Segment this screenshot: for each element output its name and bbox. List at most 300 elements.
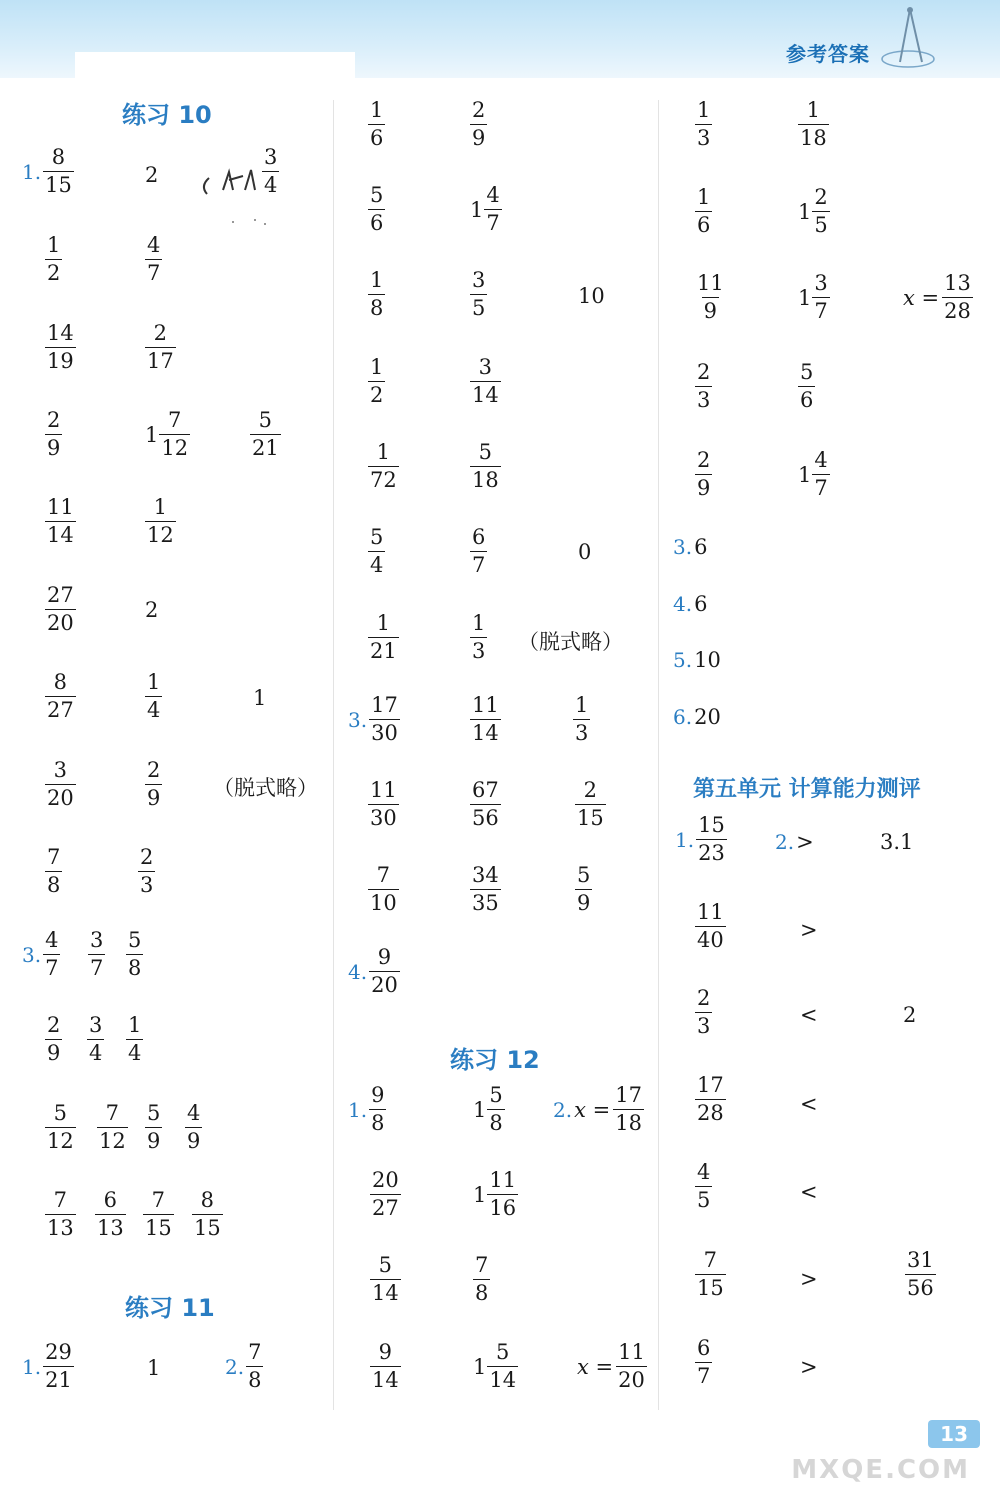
- answer-item: [185, 1103, 202, 1152]
- numerator: 2: [47, 1013, 61, 1037]
- answer-item: [695, 1075, 726, 1124]
- numerator: 17: [371, 693, 398, 717]
- denominator: 9: [47, 436, 61, 460]
- denominator: 4: [89, 1041, 103, 1065]
- fraction: [695, 988, 712, 1037]
- numerator: 7: [53, 1188, 68, 1212]
- answer-item: [903, 1003, 916, 1027]
- answer-item: [225, 1342, 263, 1391]
- denominator: 35: [472, 891, 499, 915]
- denominator: 9: [187, 1129, 201, 1153]
- fraction: [138, 847, 155, 896]
- denominator: 27: [372, 1196, 399, 1220]
- denominator: 9: [703, 299, 718, 323]
- fraction: [616, 1342, 647, 1391]
- numerator: 4: [45, 928, 59, 952]
- answer-text: >: [800, 918, 818, 942]
- denominator: 6: [370, 211, 384, 235]
- question-number: 1.: [22, 159, 42, 184]
- answer-item: [675, 815, 727, 864]
- denominator: 40: [697, 928, 724, 952]
- answer-item: [695, 1162, 712, 1211]
- fraction: [470, 695, 501, 744]
- fraction: [45, 760, 76, 809]
- denominator: 8: [248, 1368, 262, 1392]
- denominator: 28: [697, 1101, 724, 1125]
- fraction: [812, 273, 829, 322]
- denominator: 9: [577, 891, 591, 915]
- answer-text: 3.1: [880, 830, 914, 854]
- numerator: 11: [618, 1340, 645, 1364]
- answer-item: [800, 918, 818, 942]
- numerator: 7: [475, 1253, 489, 1277]
- fraction: [369, 1085, 386, 1134]
- fraction: [45, 1190, 76, 1239]
- column-divider-2: [658, 100, 659, 1410]
- answer-item: [22, 147, 74, 196]
- fraction: [696, 815, 727, 864]
- fraction: [487, 1342, 518, 1391]
- answer-item: [45, 1015, 62, 1064]
- numerator: 3: [264, 145, 278, 169]
- answer-item: [470, 442, 501, 491]
- numerator: 4: [697, 1160, 711, 1184]
- answer-item: [45, 410, 62, 459]
- numerator: 5: [370, 525, 384, 549]
- answer-item: [903, 273, 973, 322]
- numerator: 6: [103, 1188, 118, 1212]
- fraction: [145, 497, 176, 546]
- numerator: 4: [187, 1101, 201, 1125]
- numerator: 1: [370, 98, 384, 122]
- numerator: 2: [583, 778, 598, 802]
- answer-item: [473, 1255, 490, 1304]
- answer-item: [368, 100, 385, 149]
- answer-item: [575, 865, 592, 914]
- denominator: 13: [97, 1216, 124, 1240]
- fraction: [45, 410, 62, 459]
- fraction: [45, 847, 62, 896]
- denominator: 6: [697, 213, 711, 237]
- denominator: 4: [128, 1041, 142, 1065]
- watermark: MXQE.COM: [791, 1455, 970, 1485]
- answer-item: [470, 865, 501, 914]
- denominator: 15: [45, 173, 72, 197]
- numerator: 15: [698, 813, 725, 837]
- denominator: 14: [372, 1368, 399, 1392]
- denominator: 20: [371, 973, 398, 997]
- answer-item: [145, 163, 158, 187]
- numerator: 27: [47, 583, 74, 607]
- fraction: [262, 147, 279, 196]
- fraction: [368, 357, 385, 406]
- denominator: 14: [472, 383, 499, 407]
- answer-item: [470, 780, 501, 829]
- answer-item: [87, 1015, 104, 1064]
- fraction: [45, 323, 76, 372]
- denominator: 5: [814, 213, 828, 237]
- fraction: [145, 760, 162, 809]
- fraction: [812, 187, 829, 236]
- compass-icon: [880, 4, 950, 74]
- denominator: 5: [697, 1188, 711, 1212]
- denominator: 3: [697, 126, 711, 150]
- fraction: [575, 780, 606, 829]
- answer-item: [880, 830, 913, 854]
- answer-item: [695, 988, 712, 1037]
- denominator: 30: [370, 806, 397, 830]
- answer-item: [800, 1003, 818, 1027]
- numerator: 14: [47, 321, 74, 345]
- column-divider-1: [333, 100, 334, 1410]
- denominator: 14: [372, 1281, 399, 1305]
- fraction: [45, 235, 62, 284]
- answer-item: [673, 535, 707, 559]
- answer-item: [798, 100, 829, 149]
- numerator: 2: [147, 758, 161, 782]
- denominator: 21: [252, 436, 279, 460]
- answer-text: >: [800, 1355, 818, 1379]
- answer-item: [97, 1103, 128, 1152]
- numerator: 2: [153, 321, 168, 345]
- answer-item: [575, 780, 606, 829]
- denominator: 12: [161, 436, 189, 460]
- answer-item: [88, 930, 105, 979]
- fraction: [43, 1342, 74, 1391]
- denominator: 9: [47, 1041, 61, 1065]
- fraction: [613, 1085, 644, 1134]
- denominator: 28: [944, 299, 971, 323]
- answer-item: [147, 1356, 160, 1380]
- denominator: 9: [147, 786, 161, 810]
- denominator: 3: [697, 388, 711, 412]
- numerator: 13: [944, 271, 971, 295]
- answer-item: [368, 185, 385, 234]
- denominator: 12: [47, 1129, 74, 1153]
- denominator: 7: [814, 476, 828, 500]
- denominator: 21: [370, 639, 397, 663]
- answer-item: [798, 450, 830, 499]
- answer-item: [145, 672, 162, 721]
- denominator: 4: [370, 553, 384, 577]
- answer-item: [370, 1255, 401, 1304]
- answer-item: [368, 357, 385, 406]
- page-title: 参考答案: [786, 42, 870, 66]
- numerator: 9: [377, 945, 392, 969]
- answer-item: [473, 1085, 505, 1134]
- numerator: 1: [376, 440, 391, 464]
- answer-item: [368, 780, 399, 829]
- question-number: 4.: [348, 959, 368, 984]
- denominator: 7: [90, 956, 104, 980]
- answer-text: 6: [694, 592, 708, 616]
- denominator: 6: [800, 388, 814, 412]
- answer-text: （脱式略）: [213, 776, 318, 800]
- numerator: 1: [47, 233, 61, 257]
- answer-item: [145, 760, 162, 809]
- numerator: 2: [697, 360, 711, 384]
- fraction: [126, 1015, 143, 1064]
- numerator: 11: [472, 693, 499, 717]
- numerator: 2: [140, 845, 154, 869]
- numerator: 1: [697, 185, 711, 209]
- numerator: 5: [370, 183, 384, 207]
- question-number: 3.: [673, 535, 693, 559]
- answer-item: [192, 1190, 223, 1239]
- numerator: 34: [472, 863, 499, 887]
- answer-item: [138, 847, 155, 896]
- fraction: [470, 100, 487, 149]
- denominator: 23: [698, 841, 725, 865]
- section-title-ex11: 练习 11: [125, 1294, 215, 1322]
- numerator: 3: [89, 1013, 103, 1037]
- question-number: 6.: [673, 705, 693, 729]
- answer-item: [45, 847, 62, 896]
- answer-text: （脱式略）: [518, 630, 623, 654]
- fraction: [695, 362, 712, 411]
- section-title-ex12: 练习 12: [450, 1046, 540, 1074]
- numerator: 7: [47, 845, 61, 869]
- numerator: 1: [575, 693, 589, 717]
- fraction: [45, 497, 76, 546]
- denominator: 13: [47, 1216, 74, 1240]
- answer-item: [800, 1267, 818, 1291]
- answer-item: [370, 1170, 401, 1219]
- answer-text: 10: [694, 648, 721, 672]
- answer-text: 0: [578, 540, 592, 564]
- fraction: [470, 442, 501, 491]
- denominator: 15: [577, 806, 604, 830]
- fraction: [470, 527, 487, 576]
- answer-item: [673, 705, 721, 729]
- fraction: [695, 902, 726, 951]
- denominator: 15: [194, 1216, 221, 1240]
- fraction: [942, 273, 973, 322]
- numerator: 3: [472, 268, 486, 292]
- fraction: [370, 1170, 401, 1219]
- numerator: 31: [907, 1248, 934, 1272]
- answer-text: <: [800, 1092, 818, 1116]
- question-number: 1.: [675, 827, 695, 852]
- mixed-whole: 1: [473, 1354, 487, 1379]
- answer-item: [800, 1355, 818, 1379]
- answer-item: [213, 772, 318, 802]
- numerator: 9: [378, 1340, 393, 1364]
- numerator: 5: [258, 408, 273, 432]
- answer-item: [45, 760, 76, 809]
- denominator: 7: [486, 211, 500, 235]
- answer-item: [95, 1190, 126, 1239]
- numerator: 2: [814, 185, 828, 209]
- answer-item: [45, 585, 76, 634]
- answer-item: [368, 613, 399, 662]
- answer-item: [45, 672, 76, 721]
- answer-text: 2: [903, 1003, 917, 1027]
- numerator: 7: [151, 1188, 166, 1212]
- answer-item: [673, 648, 721, 672]
- answer-item: [45, 1103, 76, 1152]
- denominator: 9: [472, 126, 486, 150]
- answer-item: [145, 1103, 162, 1152]
- numerator: 5: [147, 1101, 161, 1125]
- question-number: 3.: [22, 942, 42, 967]
- denominator: 56: [907, 1276, 934, 1300]
- numerator: 67: [472, 778, 499, 802]
- answer-item: [673, 592, 707, 616]
- question-number: 3.: [348, 707, 368, 732]
- fraction: [695, 1338, 712, 1387]
- fraction: [368, 270, 385, 319]
- denominator: 7: [697, 1364, 711, 1388]
- answer-item: [368, 270, 385, 319]
- fraction: [145, 1103, 162, 1152]
- denominator: 12: [147, 523, 174, 547]
- question-number: 1.: [22, 1354, 42, 1379]
- fraction: [695, 1250, 726, 1299]
- numerator: 11: [697, 900, 724, 924]
- fraction: [695, 273, 726, 322]
- fraction: [368, 100, 385, 149]
- equation-lhs: x =: [577, 1354, 614, 1379]
- fraction: [575, 865, 592, 914]
- fraction: [95, 1190, 126, 1239]
- answer-item: [145, 235, 162, 284]
- fraction: [185, 1103, 202, 1152]
- answer-text: <: [800, 1003, 818, 1027]
- answer-item: [578, 540, 591, 564]
- fraction: [87, 1015, 104, 1064]
- fraction: [798, 362, 815, 411]
- denominator: 7: [147, 261, 161, 285]
- denominator: 21: [45, 1368, 72, 1392]
- answer-item: [798, 273, 830, 322]
- numerator: 8: [53, 670, 68, 694]
- numerator: 2: [697, 986, 711, 1010]
- denominator: 3: [575, 721, 589, 745]
- numerator: 2: [47, 408, 61, 432]
- answer-item: [775, 830, 814, 854]
- answer-item: [145, 598, 158, 622]
- answer-item: [800, 1180, 818, 1204]
- fraction: [126, 930, 143, 979]
- denominator: 72: [370, 468, 397, 492]
- question-number: 4.: [673, 592, 693, 616]
- denominator: 3: [697, 1014, 711, 1038]
- answer-item: [250, 410, 281, 459]
- denominator: 8: [371, 1111, 385, 1135]
- answer-item: [126, 930, 143, 979]
- numerator: 1: [370, 355, 384, 379]
- answer-item: [470, 357, 501, 406]
- denominator: 20: [47, 786, 74, 810]
- denominator: 4: [264, 173, 278, 197]
- mixed-whole: 1: [473, 1182, 487, 1207]
- numerator: 2: [697, 448, 711, 472]
- fraction: [368, 613, 399, 662]
- fraction: [798, 100, 829, 149]
- numerator: 5: [128, 928, 142, 952]
- answer-item: [553, 1085, 644, 1134]
- answer-item: [22, 1342, 74, 1391]
- numerator: 7: [376, 863, 391, 887]
- mixed-whole: 1: [798, 199, 812, 224]
- answer-item: [695, 1250, 726, 1299]
- fraction: [369, 695, 400, 744]
- numerator: 1: [472, 611, 486, 635]
- numerator: 1: [153, 495, 168, 519]
- answer-item: [470, 527, 487, 576]
- answer-item: [573, 695, 590, 744]
- denominator: 7: [814, 299, 828, 323]
- fraction: [368, 442, 399, 491]
- numerator: 5: [489, 1083, 503, 1107]
- answer-item: [348, 695, 400, 744]
- fraction: [812, 450, 829, 499]
- numerator: 20: [372, 1168, 399, 1192]
- fraction: [905, 1250, 936, 1299]
- question-number: 2.: [553, 1097, 573, 1122]
- answer-item: [126, 1015, 143, 1064]
- fraction: [45, 1103, 76, 1152]
- denominator: 27: [47, 698, 74, 722]
- denominator: 2: [370, 383, 384, 407]
- fraction: [368, 527, 385, 576]
- denominator: 7: [472, 553, 486, 577]
- denominator: 9: [697, 476, 711, 500]
- numerator: 7: [105, 1101, 120, 1125]
- answer-item: [368, 442, 399, 491]
- fraction: [695, 187, 712, 236]
- numerator: 5: [800, 360, 814, 384]
- fraction: [487, 1085, 504, 1134]
- answer-text: 6: [694, 535, 708, 559]
- numerator: 7: [248, 1340, 262, 1364]
- question-number: 2.: [225, 1354, 245, 1379]
- answer-item: [695, 902, 726, 951]
- numerator: 3: [90, 928, 104, 952]
- section-title-unit5: 第五单元 计算能力测评: [693, 777, 921, 802]
- page-number: 13: [928, 1420, 980, 1448]
- fraction: [159, 410, 190, 459]
- denominator: 10: [370, 891, 397, 915]
- denominator: 8: [370, 296, 384, 320]
- answer-item: [368, 865, 399, 914]
- answer-item: [22, 930, 60, 979]
- numerator: 6: [472, 525, 486, 549]
- answer-text: >: [796, 830, 814, 854]
- answer-item: [695, 362, 712, 411]
- fraction: [88, 930, 105, 979]
- numerator: 6: [697, 1336, 711, 1360]
- answer-item: [695, 187, 712, 236]
- denominator: 16: [489, 1196, 517, 1220]
- denominator: 3: [472, 639, 486, 663]
- mixed-whole: 1: [798, 462, 812, 487]
- fraction: [369, 947, 400, 996]
- numerator: 17: [615, 1083, 642, 1107]
- numerator: 2: [472, 98, 486, 122]
- denominator: 18: [615, 1111, 642, 1135]
- answer-text: 10: [578, 284, 605, 308]
- denominator: 8: [475, 1281, 489, 1305]
- denominator: 7: [45, 956, 59, 980]
- numerator: 5: [478, 440, 493, 464]
- answer-item: [798, 362, 815, 411]
- mixed-whole: 1: [798, 285, 812, 310]
- fraction: [368, 185, 385, 234]
- answer-text: 1: [253, 686, 267, 710]
- answer-text: 2: [145, 598, 159, 622]
